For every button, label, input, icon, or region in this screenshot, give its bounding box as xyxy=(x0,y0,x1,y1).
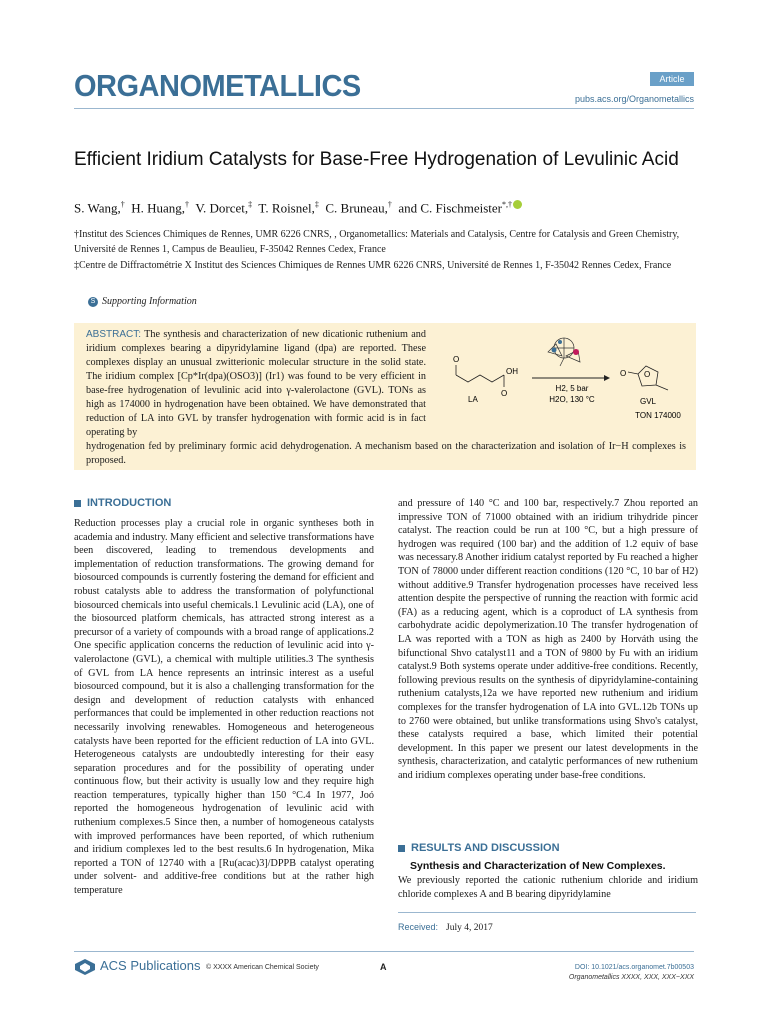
author-mark: ‡ xyxy=(314,200,319,209)
supporting-info-link[interactable] xyxy=(88,296,197,307)
section-heading-label: RESULTS AND DISCUSSION xyxy=(411,842,560,854)
catalyst-atom-icon xyxy=(552,348,557,353)
page-number: A xyxy=(380,962,387,972)
arrow-head-icon xyxy=(604,375,610,381)
author-name[interactable]: S. Wang, xyxy=(74,200,121,216)
received-divider xyxy=(398,912,696,913)
author-name[interactable]: V. Dorcet, xyxy=(195,200,249,216)
received-date xyxy=(398,922,493,933)
toc-product-label: GVL xyxy=(639,397,657,406)
received-value: July 4, 2017 xyxy=(446,923,493,933)
copyright-notice: © XXXX American Chemical Society xyxy=(206,964,319,971)
received-label: Received: xyxy=(398,922,439,932)
section-heading-introduction xyxy=(74,497,171,509)
section-square-icon xyxy=(74,500,81,507)
toc-ton-label: TON 174000 xyxy=(635,411,681,420)
doi-link[interactable]: DOI: 10.1021/acs.organomet.7b00503 xyxy=(574,964,694,971)
affiliation: †Institut des Sciences Chimiques de Rennes, UMR 6226 CNRS, , Organometallics: Materials and Catalysis, Centre for Catalysis and Green Chemistry, Université de Rennes 1, Campus de Beaulieu, F-35042 Rennes Cedex, France xyxy=(74,229,680,255)
article-badge: Article xyxy=(650,72,694,86)
publisher-logo[interactable] xyxy=(74,958,200,975)
author-name[interactable]: T. Roisnel, xyxy=(258,200,315,216)
section-heading-label: INTRODUCTION xyxy=(87,497,172,509)
author-mark: † xyxy=(185,200,190,209)
intro-body: Reduction processes play a crucial role in organic syntheses both in academia and industry. Many efficient and selective transformations have been discovered, leading to tremendous developments and implementation of reduction transformations. The growing demand for biosourced compounds is currently fostering the demand for efficient and robust catalysts able to address the transformation of polyfunctional biosourced chemicals into useful chemicals.1 Levulinic acid (LA), one of the biosourced platform chemicals, has attracted strong interest as a precursor of a variety of compounds with a broad range of applications.2 One specific application concerns the reduction of levulinic acid into γ-valerolactone (GVL), a chemical with multiple utilities.3 The synthesis of GVL from LA hence represents an intrinsic interest as a useful biosourced compound, but it is also a challenging transformation for the design and development of reduction catalysts with enhanced performances that could be implemented in other reduction reactions not necessarily involving renewables. Homogeneous and heterogeneous catalysts have been reported for the efficient reduction of LA into GVL. Heterogeneous catalysts are undoubtedly interesting for their easy separation procedures and for the possibility of operating under continuous flow, but their activity is usually low and they require high reaction temperatures, typically higher than 150 °C.4 In 1977, Joó reported the homogeneous hydrogenation of levulinic acid with ruthenium complexes.5 Since then, a number of homogeneous catalysts with improved performances have been reported, of which ruthenium and iridium complexes led to the best results.6 In hydrogenation, Mika reported a TON of 12740 with a [Ru(acac)3]/DPPB catalyst operating under solvent- and additive-free conditions but at the rather high temperature xyxy=(74,518,374,897)
column-two-body: and pressure of 140 °C and 100 bar, respectively.7 Zhou reported an impressive TON of 71000 obtained with an iridium trihydride pincer catalyst. The reaction could be run at 100 °C, but a high pressure of hydrogen was required (100 bar) and the addition of 1.2 equiv of base was necessary.8 Another iridium catalyst reported by Fu reached a higher TON of 78000 under different reaction conditions (120 °C, 10 bar of H2) without additive.9 Transfer hydrogenation processes have received less attention despite the perspective of running the reaction with formic acid (FA) as a reducing agent, which is a coproduct of LA synthesis from carbohydrate acidic depolymerization.10 The transfer hydrogenation of LA was reported with a TON as high as 2400 by Horváth using the bifunctional Shvo catalyst11 and a TON of 9800 by Fu with an iridium catalyst.9 Both systems operate under additive-free conditions. Recently, following previous results on the synthesis of dipyridylamine-containing ruthenium catalysts,12a we have reported new ruthenium and iridium complexes for the transfer hydrogenation of LA into GVL.12b TONs up to 2760 were obtained, but unlike transformations using Shvo's catalyst, these catalysts required a base, which limited their potential development. In this paper we present our latest developments in the synthesis, characterization, and catalytic performances of new ruthenium and iridium complexes operating under base-free conditions. xyxy=(398,498,698,781)
footer-divider xyxy=(74,951,694,952)
toc-o3: O xyxy=(620,369,627,378)
author-name[interactable]: C. Bruneau, xyxy=(325,200,388,216)
toc-condition-1: H2, 5 bar xyxy=(555,384,589,393)
publisher-label: ACS Publications xyxy=(100,958,201,973)
orcid-icon[interactable] xyxy=(513,200,522,209)
section-heading-results xyxy=(398,842,560,854)
toc-o1: O xyxy=(453,355,460,364)
affiliation: ‡Centre de Diffractométrie X Institut des Sciences Chimiques de Rennes UMR 6226 CNRS, Université de Rennes 1, F-35042 Rennes Cedex, France xyxy=(74,260,672,271)
author-mark: † xyxy=(387,200,392,209)
abstract-tail: hydrogenation fed by preliminary formic acid dehydrogenation. A mechanism based on the characterization and isolation of Ir−H complexes is proposed. xyxy=(86,441,686,466)
levulinic-acid-structure xyxy=(456,365,504,387)
toc-o2: O xyxy=(501,389,508,398)
section-square-icon xyxy=(398,845,405,852)
toc-reactant-label: LA xyxy=(468,395,478,404)
results-body: We previously reported the cationic ruthenium chloride and iridium chloride complexes A and B bearing dipyridylamine xyxy=(398,875,698,900)
author-mark: † xyxy=(120,200,125,209)
journal-logo: ORGANOMETALLICS xyxy=(74,70,361,104)
subsection-heading: Synthesis and Characterization of New Complexes. xyxy=(410,860,666,872)
author-name[interactable]: H. Huang, xyxy=(131,200,186,216)
toc-graphic xyxy=(436,330,694,430)
article-title: Efficient Iridium Catalysts for Base-Free Hydrogenation of Levulinic Acid xyxy=(74,149,679,170)
abstract-label: ABSTRACT: xyxy=(86,329,142,340)
author-name[interactable]: and C. Fischmeister xyxy=(398,200,502,216)
catalyst-atom-icon xyxy=(558,340,562,344)
author-mark: ‡ xyxy=(248,200,253,209)
acs-hexagon-icon xyxy=(74,959,96,975)
doi-block xyxy=(569,963,694,983)
toc-oh: OH xyxy=(506,367,518,376)
catalyst-atom-icon xyxy=(573,349,579,355)
abstract-body: The synthesis and characterization of new dicationic ruthenium and iridium complexes bearing a dipyridylamine ligand (dpa) are reported. These complexes display an unusual zwitterionic molecular structure in the solid state. The iridium complex [Cp*Ir(dpa)(OSO3)] (Ir1) was found to be very efficient in base-free hydrogenation of levulinic acid into γ-valerolactone (GVL). TONs as high as 174000 in hydrogenation have been obtained. We have demonstrated that reduction of LA into GVL by transfer hydrogenation with formic acid is in fact operating by xyxy=(86,329,426,438)
supporting-info-label: Supporting Information xyxy=(102,296,197,307)
toc-condition-2: H2O, 130 °C xyxy=(549,395,595,404)
abstract-text xyxy=(86,328,426,440)
toc-o4: O xyxy=(644,370,651,379)
header-divider xyxy=(74,108,694,109)
journal-url-link[interactable]: pubs.acs.org/Organometallics xyxy=(574,94,694,104)
author-mark: *,† xyxy=(501,200,512,209)
citation: Organometallics XXXX, XXX, XXX−XXX xyxy=(568,974,694,981)
supporting-info-icon: S xyxy=(88,297,98,307)
author-list xyxy=(74,200,522,216)
